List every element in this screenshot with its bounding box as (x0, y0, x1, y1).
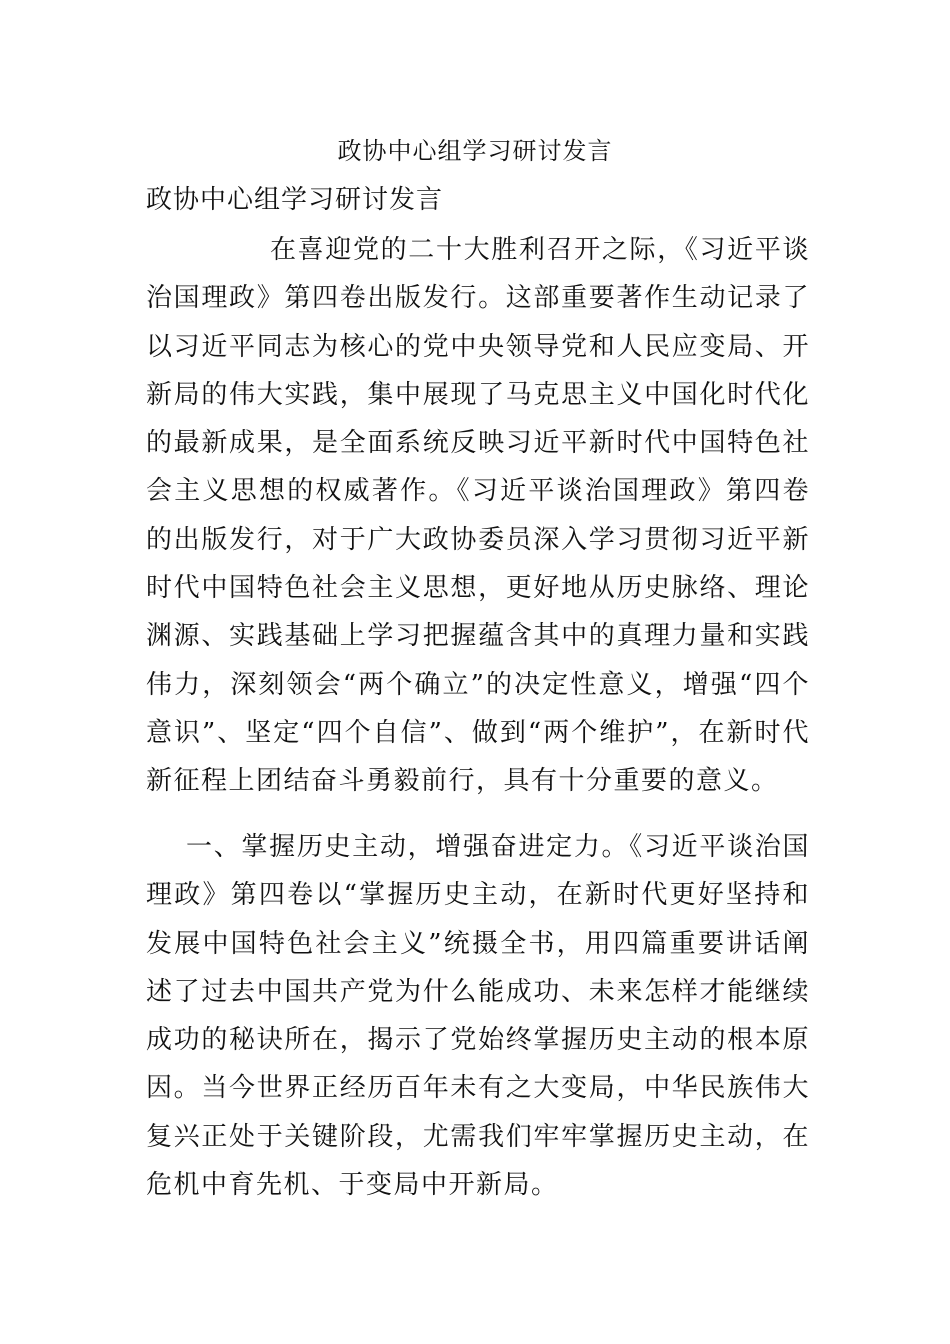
document-title: 政协中心组学习研讨发言 (337, 137, 613, 165)
paragraph-section-one: 一、掌握历史主动，增强奋进定力。《习近平谈治国理政》第四卷以“掌握历史主动，在新时代更好坚持和发展中国特色社会主义”统摄全书，用四篇重要讲话阐述了过去中国共产党为什么能成功、未来怎样才能继续成功的秘诀所在，揭示了党始终掌握历史主动的根本原因。当今世界正经历百年未有之大变局，中华民族伟大复兴正处于关键阶段，尤需我们牢牢掌握历史主动，在危机中育先机、于变局中开新局。 (146, 832, 810, 1201)
document-subtitle: 政协中心组学习研讨发言 (146, 185, 444, 215)
paragraph-intro: 在喜迎党的二十大胜利召开之际，《习近平谈治国理政》第四卷出版发行。这部重要著作生动记录了以习近平同志为核心的党中央领导党和人民应变局、开新局的伟大实践，集中展现了马克思主义中国化时代化的最新成果，是全面系统反映习近平新时代中国特色社会主义思想的权威著作。《习近平谈治国理政》第四卷的出版发行，对于广大政协委员深入学习贯彻习近平新时代中国特色社会主义思想，更好地从历史脉络、理论渊源、实践基础上学习把握蕴含其中的真理力量和实践伟力，深刻领会“两个确立”的决定性意义，增强“四个意识”、坚定“四个自信”、做到“两个维护”，在新时代新征程上团结奋斗勇毅前行，具有十分重要的意义。 (146, 235, 810, 797)
